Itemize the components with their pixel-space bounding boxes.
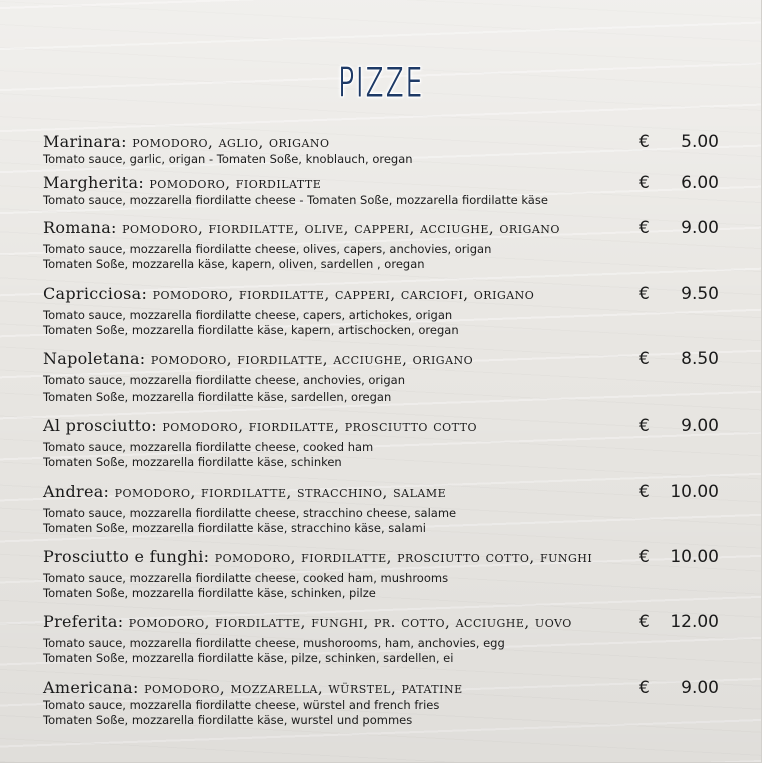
item-ingredients: pomodoro, fiordilatte, prosciutto cotto bbox=[162, 417, 478, 435]
item-heading bbox=[43, 678, 733, 698]
item-name: Capricciosa: bbox=[43, 284, 148, 303]
item-price: 9.50 bbox=[681, 284, 719, 304]
item-description-line: Tomato sauce, mozzarella fiordilatte cheese, cooked ham, mushrooms bbox=[43, 571, 449, 585]
currency-symbol: € bbox=[639, 173, 650, 193]
item-heading bbox=[43, 612, 733, 632]
item-name: Americana: bbox=[43, 678, 139, 697]
item-ingredients: pomodoro, aglio, origano bbox=[132, 133, 330, 151]
menu-item-andrea bbox=[43, 482, 733, 536]
item-description-line: Tomaten Soße, mozzarella fiordilatte käse, stracchino käse, salami bbox=[43, 521, 426, 535]
item-name: Romana: bbox=[43, 218, 117, 237]
item-price: 5.00 bbox=[681, 132, 719, 152]
item-heading bbox=[43, 284, 733, 304]
item-description-line: Tomaten Soße, mozzarella fiordilatte käse, schinken, pilze bbox=[43, 586, 376, 600]
item-description-line: Tomaten Soße, mozzarella fiordilatte käse, sardellen, oregan bbox=[43, 390, 392, 404]
item-name: Andrea: bbox=[43, 482, 110, 501]
currency-symbol: € bbox=[639, 678, 650, 698]
item-heading bbox=[43, 132, 733, 152]
item-heading bbox=[43, 173, 733, 193]
item-price: 10.00 bbox=[670, 547, 719, 567]
menu-item-margherita bbox=[43, 173, 733, 208]
item-ingredients: pomodoro, fiordilatte, stracchino, salame bbox=[114, 483, 447, 501]
menu-item-napoletana bbox=[43, 349, 733, 405]
menu-item-romana bbox=[43, 218, 733, 272]
item-description-line: Tomaten Soße, mozzarella fiordilatte käse, schinken bbox=[43, 455, 342, 469]
currency-symbol: € bbox=[639, 482, 650, 502]
item-price: 8.50 bbox=[681, 349, 719, 369]
item-heading bbox=[43, 547, 733, 567]
item-description-line: Tomato sauce, mozzarella fiordilatte cheese, capers, artichokes, origan bbox=[43, 308, 453, 322]
currency-symbol: € bbox=[639, 284, 650, 304]
item-description-line: Tomato sauce, mozzarella fiordilatte cheese, cooked ham bbox=[43, 440, 374, 454]
currency-symbol: € bbox=[639, 612, 650, 632]
item-description-line: Tomato sauce, mozzarella fiordilatte cheese, stracchino cheese, salame bbox=[43, 506, 457, 520]
item-name: Margherita: bbox=[43, 173, 145, 192]
item-heading bbox=[43, 218, 733, 238]
item-description-line: Tomato sauce, mozzarella fiordilatte cheese, olives, capers, anchovies, origan bbox=[43, 242, 492, 256]
item-heading bbox=[43, 482, 733, 502]
item-description-line: Tomato sauce, mozzarella fiordilatte cheese, anchovies, origan bbox=[43, 373, 405, 387]
item-name: Prosciutto e funghi: bbox=[43, 547, 210, 566]
item-ingredients: pomodoro, fiordilatte, olive, capperi, acciughe, origano bbox=[122, 219, 560, 237]
menu-item-americana bbox=[43, 678, 733, 728]
item-description-line: Tomato sauce, mozzarella fiordilatte cheese, mushorooms, ham, anchovies, egg bbox=[43, 636, 505, 650]
menu-item-capricciosa bbox=[43, 284, 733, 338]
item-description-line: Tomaten Soße, mozzarella fiordilatte käse, wurstel und pommes bbox=[43, 713, 413, 727]
item-ingredients: pomodoro, fiordilatte, funghi, pr. cotto, acciughe, uovo bbox=[128, 613, 572, 631]
currency-symbol: € bbox=[639, 218, 650, 238]
item-name: Preferita: bbox=[43, 612, 124, 631]
item-price: 9.00 bbox=[681, 416, 719, 436]
item-description-line: Tomaten Soße, mozzarella fiordilatte käse, pilze, schinken, sardellen, ei bbox=[43, 651, 454, 665]
menu-item-al-prosciutto bbox=[43, 416, 733, 470]
currency-symbol: € bbox=[639, 132, 650, 152]
item-description-line: Tomaten Soße, mozzarella fiordilatte käse, kapern, artischocken, oregan bbox=[43, 323, 459, 337]
menu-item-preferita bbox=[43, 612, 733, 666]
item-price: 12.00 bbox=[670, 612, 719, 632]
item-ingredients: pomodoro, fiordilatte bbox=[149, 174, 322, 192]
item-name: Al prosciutto: bbox=[43, 416, 157, 435]
currency-symbol: € bbox=[639, 547, 650, 567]
currency-symbol: € bbox=[639, 416, 650, 436]
item-description-line: Tomato sauce, garlic, origan - Tomaten Soße, knoblauch, oregan bbox=[43, 152, 413, 166]
item-heading bbox=[43, 349, 733, 369]
item-description-line: Tomato sauce, mozzarella fiordilatte cheese, würstel and french fries bbox=[43, 698, 440, 712]
item-ingredients: pomodoro, fiordilatte, capperi, carciofi, origano bbox=[152, 285, 535, 303]
item-name: Napoletana: bbox=[43, 349, 146, 368]
currency-symbol: € bbox=[639, 349, 650, 369]
item-description-line: Tomato sauce, mozzarella fiordilatte cheese - Tomaten Soße, mozzarella fiordilatte käse bbox=[43, 193, 548, 207]
item-price: 6.00 bbox=[681, 173, 719, 193]
menu-item-marinara bbox=[43, 132, 733, 167]
item-description-line: Tomaten Soße, mozzarella käse, kapern, oliven, sardellen , oregan bbox=[43, 257, 425, 271]
page-title: PIZZE bbox=[337, 58, 425, 107]
item-price: 9.00 bbox=[681, 678, 719, 698]
item-ingredients: pomodoro, fiordilatte, prosciutto cotto, funghi bbox=[214, 548, 593, 566]
item-heading bbox=[43, 416, 733, 436]
item-name: Marinara: bbox=[43, 132, 127, 151]
item-price: 10.00 bbox=[670, 482, 719, 502]
menu-item-prosciutto-e-funghi bbox=[43, 547, 733, 601]
item-ingredients: pomodoro, fiordilatte, acciughe, origano bbox=[150, 350, 474, 368]
item-price: 9.00 bbox=[681, 218, 719, 238]
item-ingredients: pomodoro, mozzarella, würstel, patatine bbox=[144, 679, 463, 697]
